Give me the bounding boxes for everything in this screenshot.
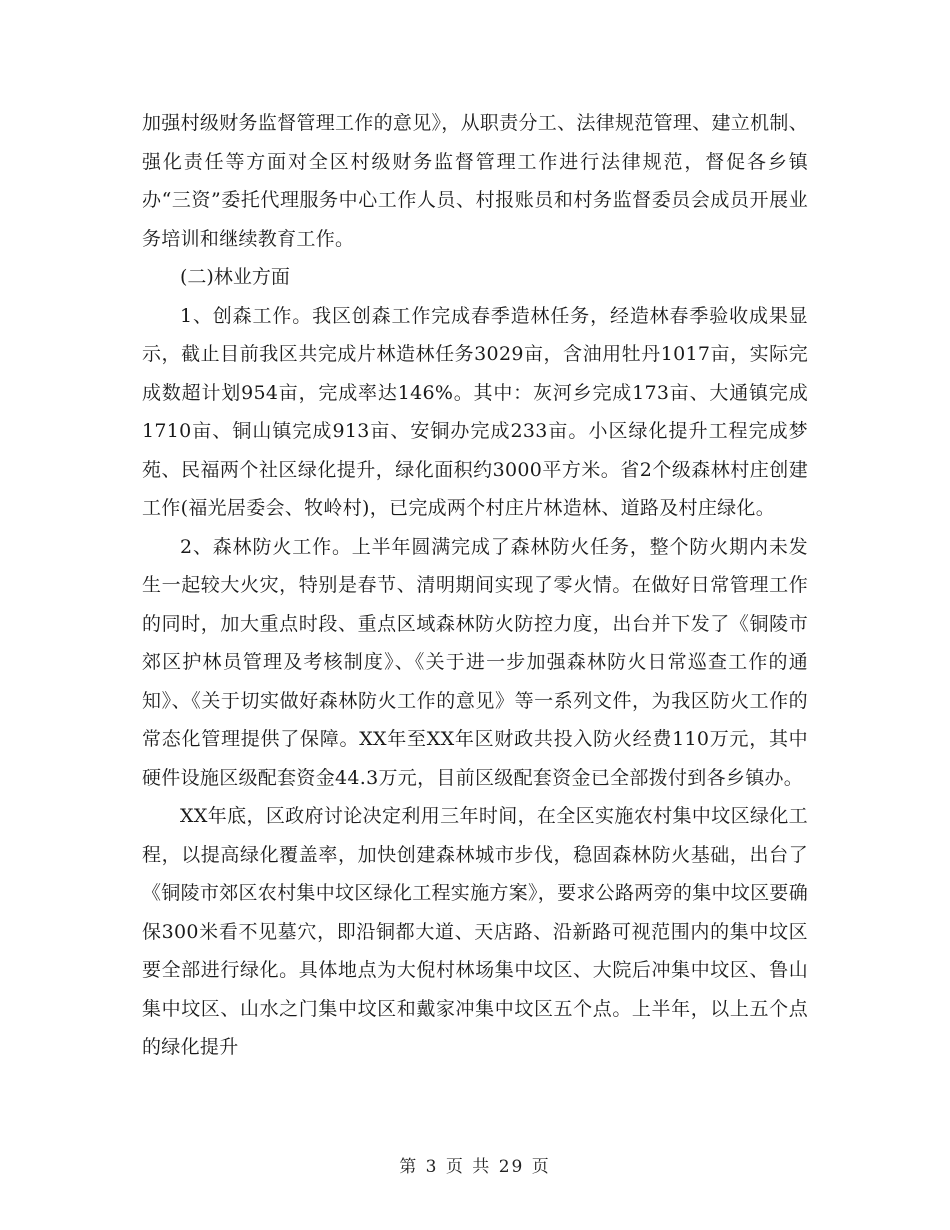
- section-heading-forestry: (二)林业方面: [180, 266, 290, 288]
- paragraph-forest-creation: 1、创森工作。我区创森工作完成春季造林任务，经造林春季验收成果显示，截止目前我区共完成片林造林任务3029亩，含油用牡丹1017亩，实际完成数超计划954亩，完成率达146%。其中：灰河乡完成173亩、大通镇完成1710亩、铜山镇完成913亩、安铜办完成233亩。小区绿化提升工程完成梦苑、民福两个社区绿化提升，绿化面积约3000平方米。省2个级森林村庄创建工作(福光居委会、牧岭村)，已完成两个村庄片林造林、道路及村庄绿化。: [142, 304, 808, 519]
- paragraph-cemetery-greening: XX年底，区政府讨论决定利用三年时间，在全区实施农村集中坟区绿化工程，以提高绿化覆盖率，加快创建森林城市步伐，稳固森林防火基础，出台了《铜陵市郊区农村集中坟区绿化工程实施方案》，要求公路两旁的集中坟区要确保300米看不见墓穴，即沿铜都大道、天店路、沿新路可视范围内的集中坟区要全部进行绿化。具体地点为大倪村林场集中坟区、大院后冲集中坟区、鲁山集中坟区、山水之门集中坟区和戴家冲集中坟区五个点。上半年，以上五个点的绿化提升: [142, 805, 809, 1058]
- page-number-footer: 第 3 页 共 29 页: [399, 1157, 551, 1177]
- paragraph-fire-prevention: 2、森林防火工作。上半年圆满完成了森林防火任务，整个防火期内未发生一起较大火灾，特别是春节、清明期间实现了零火情。在做好日常管理工作的同时，加大重点时段、重点区域森林防火防控力度，出台并下发了《铜陵市郊区护林员管理及考核制度》、《关于进一步加强森林防火日常巡查工作的通知》、《关于切实做好森林防火工作的意见》等一系列文件，为我区防火工作的常态化管理提供了保障。XX年至XX年区财政共投入防火经费110万元，其中硬件设施区级配套资金44.3万元，目前区级配套资金已全部拨付到各乡镇办。: [142, 535, 808, 789]
- paragraph-continued: 加强村级财务监督管理工作的意见》，从职责分工、法律规范管理、建立机制、强化责任等方面对全区村级财务监督管理工作进行法律规范，督促各乡镇办“三资”委托代理服务中心工作人员、村报账员和村务监督委员会成员开展业务培训和继续教育工作。: [142, 112, 809, 250]
- document-body: [142, 104, 808, 1067]
